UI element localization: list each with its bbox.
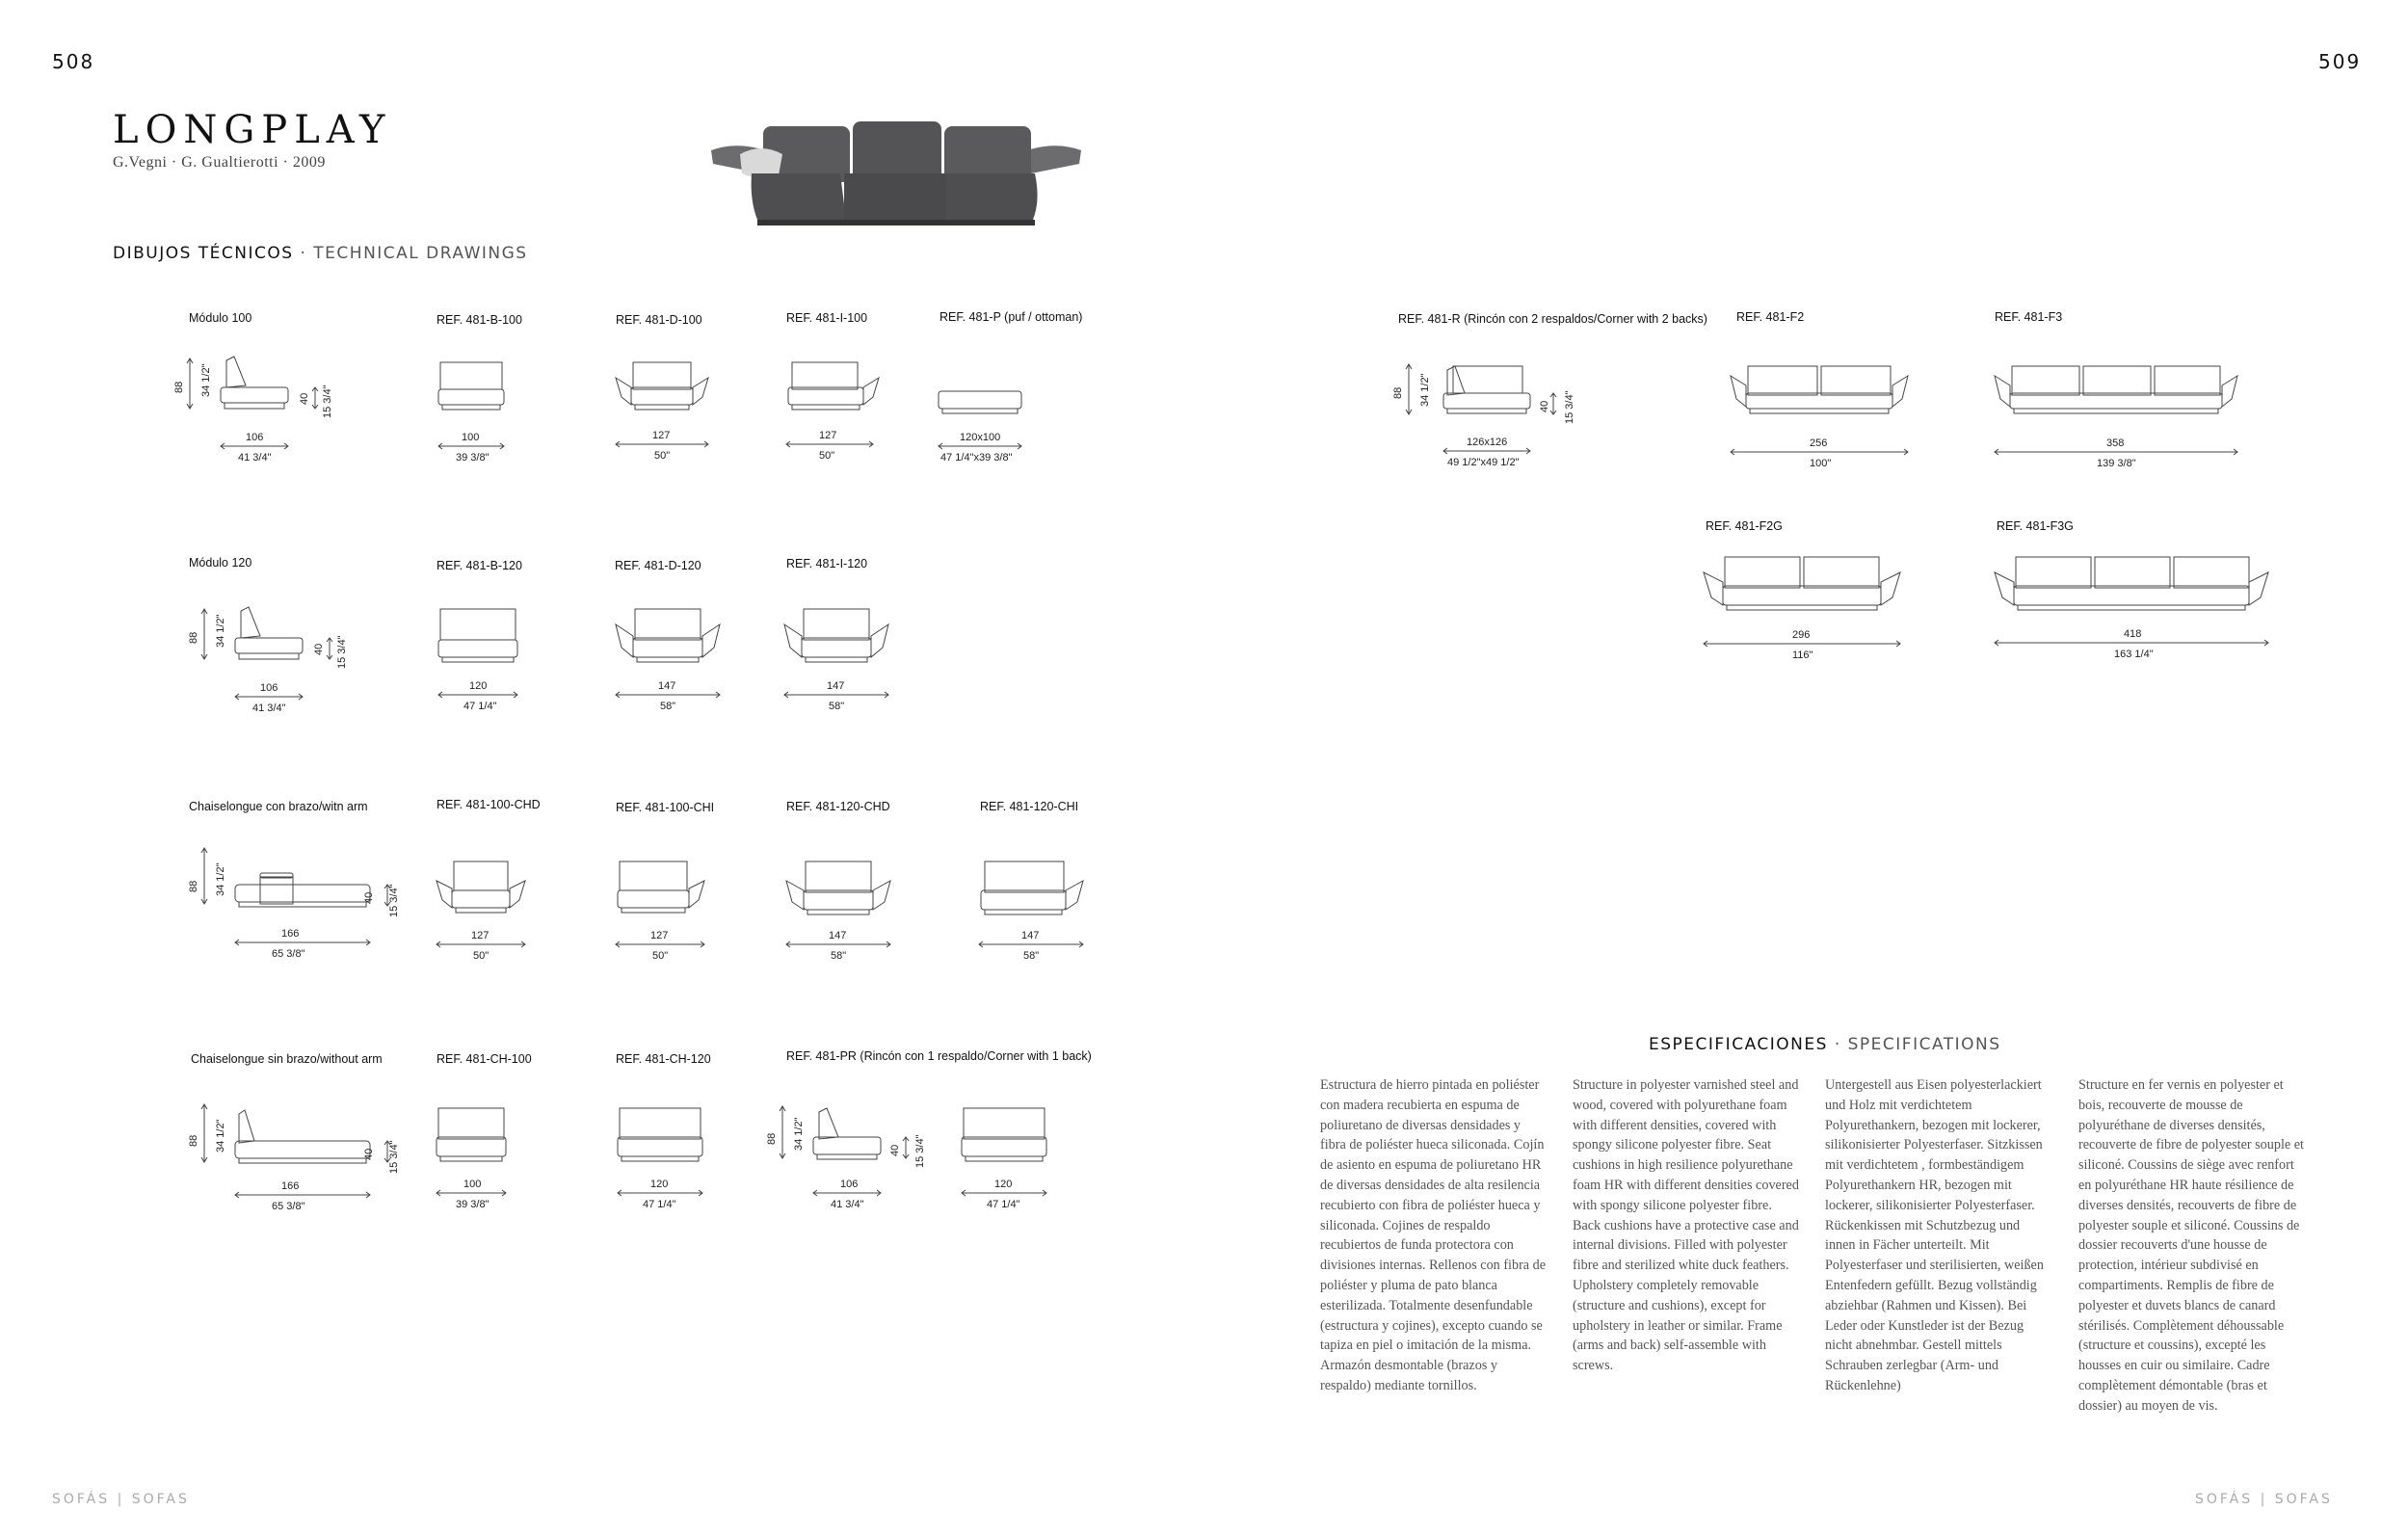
svg-text:34 1/2": 34 1/2": [793, 1117, 805, 1151]
svg-text:127: 127: [471, 930, 490, 941]
svg-text:88: 88: [766, 1132, 778, 1145]
svg-text:47 1/4": 47 1/4": [987, 1199, 1020, 1210]
svg-text:50": 50": [819, 450, 835, 462]
svg-text:166: 166: [281, 928, 300, 940]
label-f3: REF. 481-F3: [1995, 310, 2063, 324]
svg-text:58": 58": [660, 701, 676, 711]
spec-german: Untergestell aus Eisen polyesterlackiert und Holz mit verdichtetem Polyurethankern, bezogen mit lockerer, silikonisierter Polyesterfaser. Sitzkissen mit verdichtetem , formbeständigem Polyurethankern HR, bezogen mit lockerer, silikonisierter Polyesterfaser. Rückenkissen mit Schutzbezug und innen in Fächer unterteilt. Mit Polyesterfaser und sterilisierten, weißen Entenfedern gefüllt. Bezug vollständig abziehbar (Rahmen und Kissen). Bei Leder oder Kunstleder ist der Bezug nicht abnehmbar. Gestell mittels Schrauben zerlegbar (Arm- und Rückenlehne): [1825, 1077, 2044, 1393]
label-modulo-120: Módulo 120: [189, 556, 252, 570]
svg-text:100: 100: [463, 1179, 482, 1190]
svg-text:34 1/2": 34 1/2": [215, 614, 226, 648]
svg-text:50": 50": [473, 950, 490, 962]
drawing-b-120: [429, 605, 535, 711]
svg-text:147: 147: [658, 680, 676, 692]
svg-text:49 1/2"x49 1/2": 49 1/2"x49 1/2": [1447, 457, 1520, 468]
drawing-r-side: [1388, 355, 1590, 470]
svg-text:163 1/4": 163 1/4": [2114, 649, 2154, 660]
svg-text:120x100: 120x100: [960, 432, 1001, 443]
page-number-left: 508: [52, 50, 95, 73]
svg-text:58": 58": [831, 950, 847, 962]
svg-text:15 3/4": 15 3/4": [388, 884, 400, 917]
svg-text:58": 58": [829, 701, 845, 711]
drawing-pr-side: [761, 1099, 944, 1224]
designer-credit: G.Vegni · G. Gualtierotti · 2009: [113, 154, 326, 171]
svg-text:40: 40: [1539, 400, 1550, 412]
svg-text:15 3/4": 15 3/4": [336, 635, 348, 669]
drawing-120-chd: [781, 848, 906, 964]
svg-text:34 1/2": 34 1/2": [1419, 373, 1431, 407]
svg-text:100: 100: [462, 432, 480, 443]
label-f2g: REF. 481-F2G: [1706, 519, 1783, 533]
drawing-f2: [1725, 355, 1918, 470]
svg-text:50": 50": [654, 450, 671, 462]
drawing-d-120: [610, 605, 735, 711]
label-d-100: REF. 481-D-100: [616, 313, 702, 327]
drawing-b-100: [429, 358, 525, 464]
drawing-modulo-120-side: [183, 597, 366, 718]
svg-text:40: 40: [313, 643, 325, 655]
label-i-120: REF. 481-I-120: [786, 557, 868, 570]
svg-text:126x126: 126x126: [1467, 437, 1508, 448]
label-120-chi: REF. 481-120-CHI: [980, 800, 1079, 813]
drawing-i-120: [779, 605, 904, 711]
svg-text:127: 127: [650, 930, 669, 941]
label-modulo-100: Módulo 100: [189, 311, 252, 325]
drawing-ch-120: [610, 1104, 716, 1220]
drawing-p-ottoman: [935, 384, 1041, 465]
label-f2: REF. 481-F2: [1736, 310, 1805, 324]
label-pr: REF. 481-PR (Rincón con 1 respaldo/Corner with 1 back): [786, 1049, 1092, 1063]
svg-text:15 3/4": 15 3/4": [388, 1140, 400, 1174]
svg-text:15 3/4": 15 3/4": [1564, 390, 1575, 424]
svg-text:34 1/2": 34 1/2": [215, 1119, 226, 1153]
svg-text:41 3/4": 41 3/4": [238, 452, 272, 464]
label-100-chi: REF. 481-100-CHI: [616, 801, 715, 814]
label-chaise-noarm: Chaiselongue sin brazo/without arm: [191, 1052, 383, 1066]
svg-text:127: 127: [652, 430, 671, 441]
label-120-chd: REF. 481-120-CHD: [786, 800, 890, 813]
spec-french: Structure en fer vernis en polyester et bois, recouverte de mousse de polyuréthane de diverses densités, recouverte de fibre de polyester souple et siliconé. Coussins de siège avec renfort en polyuréthane HR haute résilience de diverses densités, recouverts de fibre de polyester souple et siliconé. Coussins de dossier recouverts d'une housse de protection, intérieur subdivisé en compartiments. Remplis de fibre de polyester et duvets blancs de canard stérilisés. Complètement déhoussable (structure et coussins), excepté les housses en cuir ou similaire. Cadre complètement démontable (bras et dossier) au moyen de vis.: [2078, 1077, 2304, 1414]
drawing-d-100: [610, 358, 726, 464]
label-chaise-arm: Chaiselongue con brazo/witn arm: [189, 800, 368, 813]
svg-text:296: 296: [1792, 629, 1811, 641]
svg-text:88: 88: [188, 880, 199, 892]
svg-text:40: 40: [299, 392, 310, 405]
svg-text:120: 120: [994, 1179, 1013, 1190]
svg-text:65 3/8": 65 3/8": [272, 948, 305, 960]
drawing-pr-front: [954, 1104, 1060, 1220]
page-number-right: 509: [2318, 50, 2362, 73]
svg-text:58": 58": [1023, 950, 1040, 962]
svg-text:34 1/2": 34 1/2": [200, 363, 212, 397]
svg-text:40: 40: [889, 1144, 901, 1156]
label-f3g: REF. 481-F3G: [1997, 519, 2074, 533]
svg-text:47 1/4"x39 3/8": 47 1/4"x39 3/8": [940, 452, 1013, 464]
label-ch-120: REF. 481-CH-120: [616, 1052, 711, 1066]
svg-text:256: 256: [1810, 437, 1828, 449]
svg-text:418: 418: [2124, 628, 2142, 640]
svg-text:120: 120: [650, 1179, 669, 1190]
svg-text:127: 127: [819, 430, 837, 441]
label-ch-100: REF. 481-CH-100: [437, 1052, 532, 1066]
svg-text:100": 100": [1810, 458, 1832, 469]
svg-text:41 3/4": 41 3/4": [252, 702, 286, 714]
svg-text:65 3/8": 65 3/8": [272, 1201, 305, 1212]
svg-text:88: 88: [188, 1134, 199, 1147]
svg-text:120: 120: [469, 680, 488, 692]
svg-text:147: 147: [1021, 930, 1040, 941]
svg-text:40: 40: [363, 891, 375, 904]
spec-spanish: Estructura de hierro pintada en poliéster con madera recubierta en espuma de poliuretano de diversas densidades y fibra de poliéster hueca siliconada. Cojín de asiento en espuma de poliuretano HR de diversas densidades de alta resilencia recubierto con fibra de poliéster hueca y siliconada. Cojines de respaldo recubiertos de funda protectora con divisiones internas. Rellenos con fibra de poliéster y pluma de pato blanca esterilizada. Totalmente desenfundable (estructura y cojines), excepto cuando se tapiza en piel o imitación de la misma. Armazón desmontable (brazos y respaldo) mediante tornillos.: [1320, 1077, 1547, 1393]
specifications-title: ESPECIFICACIONES · SPECIFICATIONS: [1649, 1035, 2001, 1054]
footer-left: SOFÁS | SOFAS: [52, 1492, 190, 1507]
label-100-chd: REF. 481-100-CHD: [437, 798, 541, 811]
label-d-120: REF. 481-D-120: [615, 559, 701, 572]
footer-right: SOFÁS | SOFAS: [2195, 1492, 2333, 1507]
svg-text:88: 88: [188, 631, 199, 644]
svg-text:166: 166: [281, 1180, 300, 1192]
drawing-modulo-100-side: [169, 347, 352, 467]
drawing-chaise-noarm-side: [183, 1099, 405, 1224]
svg-text:147: 147: [829, 930, 847, 941]
svg-text:47 1/4": 47 1/4": [643, 1199, 676, 1210]
label-b-100: REF. 481-B-100: [437, 313, 522, 327]
svg-text:116": 116": [1792, 649, 1813, 661]
product-title: LONGPLAY: [113, 108, 392, 152]
label-b-120: REF. 481-B-120: [437, 559, 522, 572]
drawing-chaise-arm-side: [183, 840, 405, 966]
svg-text:34 1/2": 34 1/2": [215, 862, 226, 896]
drawing-ch-100: [429, 1104, 525, 1220]
label-i-100: REF. 481-I-100: [786, 311, 868, 325]
drawing-100-chd: [431, 848, 546, 964]
svg-text:147: 147: [827, 680, 845, 692]
spec-english: Structure in polyester varnished steel and wood, covered with polyurethane foam with different densities, covered with spongy silicone polyester fibre. Seat cushions in high resilience polyurethane foam HR with different densities covered with spongy silicone polyester fibre. Back cushions have a protective case and internal divisions. Filled with polyester fibre and sterilized white duck feathers. Upholstery completely removable (structure and cushions), except for upholstery in leather or similar. Frame (arms and back) self-assemble with screws.: [1573, 1077, 1799, 1374]
svg-text:41 3/4": 41 3/4": [831, 1199, 864, 1210]
drawing-100-chi: [610, 848, 726, 964]
svg-text:88: 88: [1392, 386, 1404, 399]
drawing-f3g: [1989, 549, 2278, 670]
svg-text:47 1/4": 47 1/4": [463, 701, 497, 711]
technical-drawings-title: DIBUJOS TÉCNICOS · TECHNICAL DRAWINGS: [113, 244, 528, 263]
drawing-i-100: [781, 358, 896, 464]
svg-text:106: 106: [246, 432, 264, 443]
svg-text:39 3/8": 39 3/8": [456, 1199, 490, 1210]
svg-text:15 3/4": 15 3/4": [914, 1134, 926, 1168]
svg-text:139 3/8": 139 3/8": [2097, 458, 2136, 469]
sofa-product-image: [703, 114, 1089, 231]
svg-text:106: 106: [840, 1179, 859, 1190]
drawing-f2g: [1698, 549, 1910, 670]
svg-text:40: 40: [363, 1148, 375, 1160]
svg-text:39 3/8": 39 3/8": [456, 452, 490, 464]
drawing-f3: [1989, 355, 2249, 470]
label-p: REF. 481-P (puf / ottoman): [939, 310, 1083, 324]
svg-text:358: 358: [2106, 437, 2125, 449]
drawing-120-chi: [973, 848, 1098, 964]
label-r: REF. 481-R (Rincón con 2 respaldos/Corner with 2 backs): [1398, 312, 1707, 326]
svg-text:88: 88: [173, 381, 185, 393]
svg-text:50": 50": [652, 950, 669, 962]
svg-text:106: 106: [260, 682, 278, 694]
svg-text:15 3/4": 15 3/4": [322, 384, 333, 418]
